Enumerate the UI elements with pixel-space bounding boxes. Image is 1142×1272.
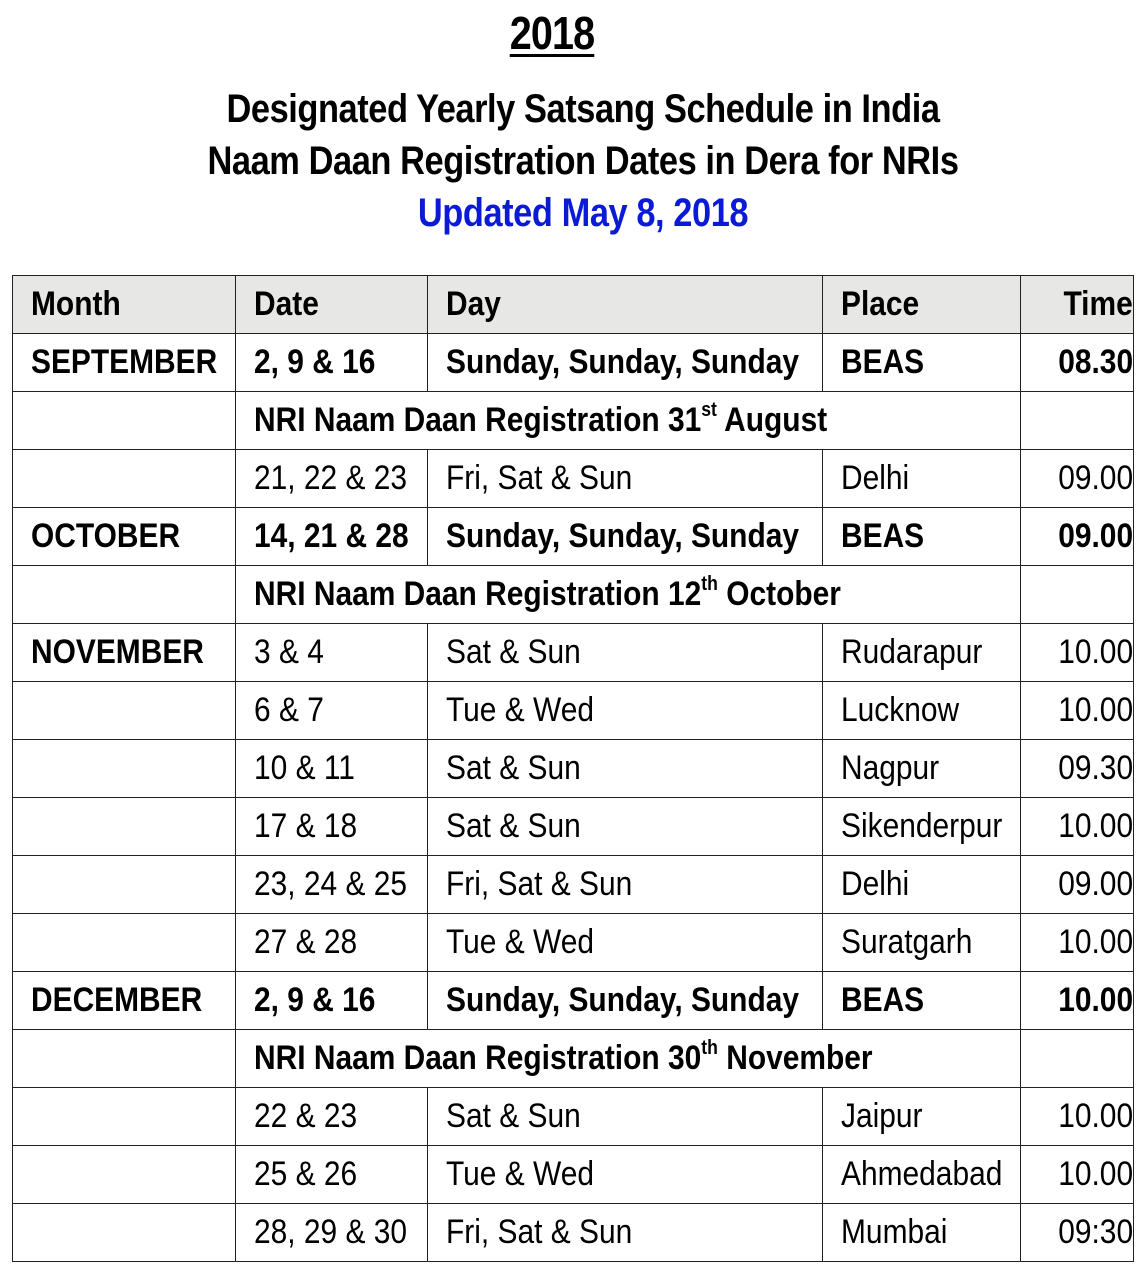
nri-registration-month: October	[717, 575, 841, 613]
time-value: 09.00	[1058, 865, 1133, 903]
month-cell	[13, 566, 236, 624]
place-cell	[823, 508, 1021, 566]
day-value: Sunday, Sunday, Sunday	[446, 343, 800, 381]
date-value: 28, 29 & 30	[254, 1213, 408, 1251]
header-day: Day	[428, 276, 823, 334]
satsang-row	[13, 740, 1134, 798]
place-value: Sikenderpur	[841, 807, 1003, 845]
time-value: 10.00	[1058, 923, 1133, 961]
month-cell	[13, 1204, 236, 1262]
date-value: 2, 9 & 16	[254, 981, 376, 1019]
day-value: Fri, Sat & Sun	[446, 459, 633, 497]
time-cell	[1021, 1146, 1134, 1204]
place-cell	[823, 334, 1021, 392]
time-value: 09.00	[1058, 459, 1133, 497]
date-value: 23, 24 & 25	[254, 865, 408, 903]
schedule-table	[12, 275, 1134, 1262]
date-cell	[236, 624, 428, 682]
satsang-row	[13, 1088, 1134, 1146]
time-value: 08.30	[1058, 343, 1133, 381]
date-cell	[236, 1146, 428, 1204]
date-cell	[236, 334, 428, 392]
place-cell	[823, 1088, 1021, 1146]
place-cell	[823, 740, 1021, 798]
time-cell	[1021, 1030, 1134, 1088]
place-cell	[823, 1146, 1021, 1204]
satsang-row	[13, 856, 1134, 914]
header-time: Time	[1021, 276, 1134, 334]
day-cell	[428, 1088, 823, 1146]
day-cell	[428, 740, 823, 798]
time-cell	[1021, 1204, 1134, 1262]
month-cell	[13, 856, 236, 914]
satsang-row	[13, 1146, 1134, 1204]
month-cell	[13, 740, 236, 798]
beas-satsang-row	[13, 972, 1134, 1030]
day-cell	[428, 624, 823, 682]
time-value: 09.00	[1058, 517, 1133, 555]
time-cell	[1021, 334, 1134, 392]
place-value: BEAS	[841, 343, 925, 381]
place-value: Nagpur	[841, 749, 940, 787]
day-cell	[428, 1204, 823, 1262]
nri-registration-text: NRI Naam Daan Registration 12	[254, 575, 702, 613]
beas-satsang-row	[13, 334, 1134, 392]
place-value: Ahmedabad	[841, 1155, 1003, 1193]
year-heading: 2018	[509, 7, 595, 59]
time-cell	[1021, 508, 1134, 566]
place-cell	[823, 914, 1021, 972]
month-cell	[13, 624, 236, 682]
time-value: 10.00	[1058, 807, 1133, 845]
nri-registration-month: November	[717, 1039, 873, 1077]
nri-registration-suffix: th	[701, 1037, 718, 1059]
month-label: SEPTEMBER	[31, 343, 218, 381]
day-value: Fri, Sat & Sun	[446, 865, 633, 903]
place-value: Jaipur	[841, 1097, 923, 1135]
date-value: 25 & 26	[254, 1155, 358, 1193]
header-month: Month	[13, 276, 236, 334]
date-cell	[236, 508, 428, 566]
day-cell	[428, 682, 823, 740]
day-cell	[428, 798, 823, 856]
updated-date: Updated May 8, 2018	[417, 191, 749, 235]
place-value: BEAS	[841, 517, 925, 555]
place-value: Delhi	[841, 459, 910, 497]
place-value: Suratgarh	[841, 923, 973, 961]
nri-registration-row	[13, 392, 1134, 450]
date-value: 27 & 28	[254, 923, 358, 961]
month-label: DECEMBER	[31, 981, 203, 1019]
month-cell	[13, 1030, 236, 1088]
month-label: OCTOBER	[31, 517, 181, 555]
place-cell	[823, 624, 1021, 682]
date-cell	[236, 682, 428, 740]
nri-registration-cell	[236, 566, 1021, 624]
nri-registration-suffix: st	[701, 399, 717, 421]
day-cell	[428, 1146, 823, 1204]
date-value: 6 & 7	[254, 691, 324, 729]
place-cell	[823, 682, 1021, 740]
date-value: 21, 22 & 23	[254, 459, 408, 497]
satsang-row	[13, 798, 1134, 856]
time-value: 10.00	[1058, 691, 1133, 729]
nri-registration-cell	[236, 1030, 1021, 1088]
day-value: Tue & Wed	[446, 1155, 595, 1193]
title-line-2: Naam Daan Registration Dates in Dera for NRIs	[207, 139, 959, 183]
header-place: Place	[823, 276, 1021, 334]
day-value: Tue & Wed	[446, 691, 595, 729]
month-cell	[13, 1146, 236, 1204]
nri-registration-row	[13, 566, 1134, 624]
title-line-1: Designated Yearly Satsang Schedule in India	[226, 87, 940, 131]
date-cell	[236, 798, 428, 856]
place-value: Delhi	[841, 865, 910, 903]
place-cell	[823, 450, 1021, 508]
day-value: Tue & Wed	[446, 923, 595, 961]
place-value: BEAS	[841, 981, 925, 1019]
time-cell	[1021, 566, 1134, 624]
time-cell	[1021, 450, 1134, 508]
date-cell	[236, 972, 428, 1030]
date-cell	[236, 450, 428, 508]
time-value: 10.00	[1058, 1097, 1133, 1135]
beas-satsang-row	[13, 508, 1134, 566]
nri-registration-suffix: th	[701, 573, 718, 595]
day-cell	[428, 856, 823, 914]
time-cell	[1021, 798, 1134, 856]
satsang-row	[13, 914, 1134, 972]
time-value: 09:30	[1058, 1213, 1133, 1251]
date-cell	[236, 1204, 428, 1262]
day-value: Sat & Sun	[446, 1097, 581, 1135]
nri-registration-text: NRI Naam Daan Registration 31	[254, 401, 702, 439]
month-cell	[13, 914, 236, 972]
place-value: Mumbai	[841, 1213, 948, 1251]
place-value: Rudarapur	[841, 633, 983, 671]
satsang-row	[13, 450, 1134, 508]
date-value: 3 & 4	[254, 633, 324, 671]
date-value: 10 & 11	[254, 749, 355, 787]
satsang-row	[13, 624, 1134, 682]
satsang-row	[13, 682, 1134, 740]
month-cell	[13, 334, 236, 392]
day-value: Sunday, Sunday, Sunday	[446, 981, 800, 1019]
day-cell	[428, 450, 823, 508]
nri-registration-text: NRI Naam Daan Registration 30	[254, 1039, 702, 1077]
month-cell	[13, 392, 236, 450]
time-value: 10.00	[1058, 633, 1133, 671]
nri-registration-row	[13, 1030, 1134, 1088]
date-cell	[236, 914, 428, 972]
month-cell	[13, 450, 236, 508]
date-value: 2, 9 & 16	[254, 343, 376, 381]
place-cell	[823, 1204, 1021, 1262]
date-cell	[236, 1088, 428, 1146]
place-cell	[823, 972, 1021, 1030]
date-value: 22 & 23	[254, 1097, 358, 1135]
time-cell	[1021, 972, 1134, 1030]
month-cell	[13, 508, 236, 566]
date-cell	[236, 740, 428, 798]
day-value: Sat & Sun	[446, 633, 581, 671]
place-value: Lucknow	[841, 691, 960, 729]
day-value: Fri, Sat & Sun	[446, 1213, 633, 1251]
header-row	[13, 276, 1134, 334]
day-value: Sunday, Sunday, Sunday	[446, 517, 800, 555]
time-cell	[1021, 392, 1134, 450]
day-cell	[428, 914, 823, 972]
day-cell	[428, 508, 823, 566]
time-cell	[1021, 682, 1134, 740]
date-value: 14, 21 & 28	[254, 517, 409, 555]
time-value: 10.00	[1058, 1155, 1133, 1193]
month-cell	[13, 682, 236, 740]
time-cell	[1021, 1088, 1134, 1146]
month-label: NOVEMBER	[31, 633, 204, 671]
nri-registration-cell	[236, 392, 1021, 450]
time-value: 09.30	[1058, 749, 1133, 787]
month-cell	[13, 1088, 236, 1146]
header-date: Date	[236, 276, 428, 334]
time-cell	[1021, 914, 1134, 972]
time-cell	[1021, 624, 1134, 682]
date-value: 17 & 18	[254, 807, 358, 845]
day-cell	[428, 972, 823, 1030]
time-value: 10.00	[1058, 981, 1133, 1019]
place-cell	[823, 798, 1021, 856]
day-cell	[428, 334, 823, 392]
day-value: Sat & Sun	[446, 749, 581, 787]
time-cell	[1021, 856, 1134, 914]
nri-registration-month: August	[716, 401, 828, 439]
month-cell	[13, 798, 236, 856]
day-value: Sat & Sun	[446, 807, 581, 845]
month-cell	[13, 972, 236, 1030]
place-cell	[823, 856, 1021, 914]
time-cell	[1021, 740, 1134, 798]
satsang-row	[13, 1204, 1134, 1262]
date-cell	[236, 856, 428, 914]
